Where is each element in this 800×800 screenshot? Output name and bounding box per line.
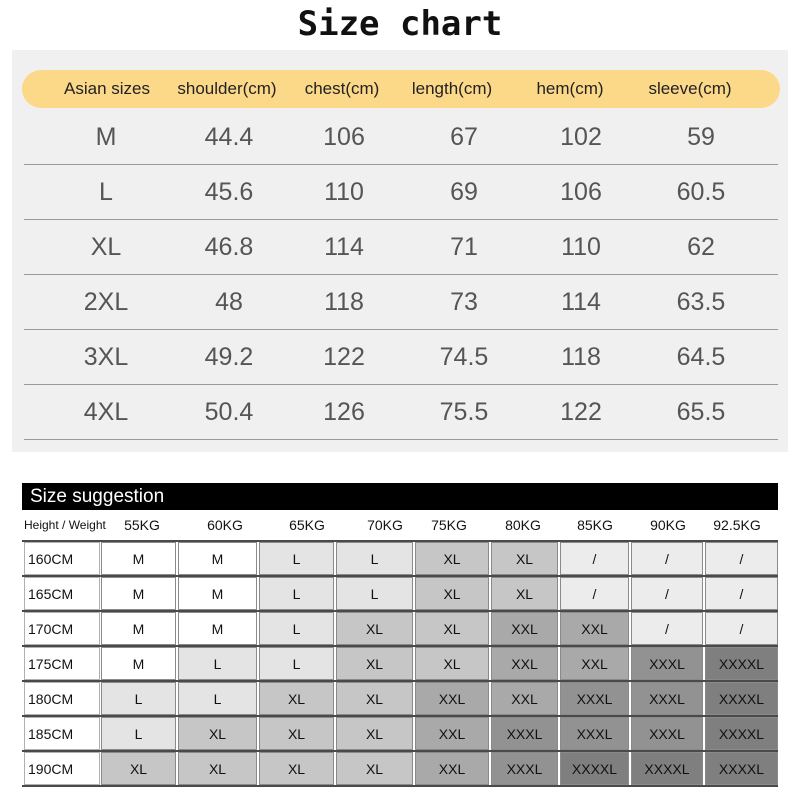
size-cell: L xyxy=(259,577,334,610)
weight-header: 92.5KG xyxy=(713,517,761,533)
weight-header: 80KG xyxy=(505,517,541,533)
table-row xyxy=(22,717,778,752)
weight-header: 85KG xyxy=(577,517,613,533)
table-row xyxy=(22,752,778,787)
size-cell: XXL xyxy=(560,612,629,645)
size-cell: / xyxy=(560,577,629,610)
weights-row xyxy=(22,512,778,538)
height-label: 165CM xyxy=(24,577,100,610)
height-weight-label: Height / Weight xyxy=(24,518,106,532)
measurement-cell: 63.5 xyxy=(676,288,726,316)
size-cell: XXXL xyxy=(560,717,629,750)
weight-header: 70KG xyxy=(367,517,403,533)
size-cell: XL xyxy=(415,542,489,575)
size-label: 4XL xyxy=(83,398,129,426)
measurement-cell: 74.5 xyxy=(439,343,489,371)
measurement-cell: 62 xyxy=(687,233,715,261)
height-label: 190CM xyxy=(24,752,100,785)
size-cell: M xyxy=(101,577,176,610)
size-cell: XL xyxy=(491,542,558,575)
size-cell: XL xyxy=(259,717,334,750)
measurement-cell: 45.6 xyxy=(204,178,254,206)
measurement-cell: 126 xyxy=(323,398,365,426)
size-cell: / xyxy=(705,612,778,645)
size-cell: XL xyxy=(336,612,413,645)
table-row xyxy=(24,275,778,330)
size-cell: L xyxy=(101,717,176,750)
measurement-cell: 110 xyxy=(561,233,601,261)
size-cell: XL xyxy=(101,752,176,785)
size-label: 2XL xyxy=(83,288,129,316)
page-title: Size chart xyxy=(297,4,503,44)
size-cell: XXXXL xyxy=(631,752,703,785)
size-cell: XXXXL xyxy=(705,717,778,750)
measurement-cell: 102 xyxy=(560,123,602,151)
table-row xyxy=(24,385,778,440)
measurement-cell: 71 xyxy=(450,233,478,261)
size-cell: XXXXL xyxy=(705,752,778,785)
measurement-cell: 48 xyxy=(215,288,243,316)
weight-header: 75KG xyxy=(431,517,467,533)
measurement-cell: 106 xyxy=(323,123,365,151)
table-row xyxy=(24,110,778,165)
size-cell: XXXXL xyxy=(705,647,778,680)
table-row xyxy=(22,647,778,682)
measurement-cell: 122 xyxy=(323,343,365,371)
measurement-cell: 106 xyxy=(560,178,602,206)
size-cell: L xyxy=(101,682,176,715)
size-cell: XL xyxy=(259,752,334,785)
table-row xyxy=(24,330,778,385)
size-cell: XL xyxy=(178,717,257,750)
size-cell: M xyxy=(178,577,257,610)
size-cell: XXXXL xyxy=(560,752,629,785)
height-label: 185CM xyxy=(24,717,100,750)
measurement-cell: 65.5 xyxy=(676,398,726,426)
table-row xyxy=(22,682,778,717)
size-cell: XXL xyxy=(491,682,558,715)
size-cell: L xyxy=(178,682,257,715)
measurement-cell: 118 xyxy=(324,288,364,316)
size-cell: XL xyxy=(178,752,257,785)
weight-header: 65KG xyxy=(289,517,325,533)
size-cell: / xyxy=(631,612,703,645)
size-cell: L xyxy=(259,647,334,680)
measurement-cell: 46.8 xyxy=(204,233,254,261)
size-cell: XXL xyxy=(415,717,489,750)
table-row xyxy=(24,165,778,220)
size-label: XL xyxy=(90,233,122,261)
size-cell: XL xyxy=(415,577,489,610)
column-header: shoulder(cm) xyxy=(177,79,277,98)
size-cell: XXXL xyxy=(491,717,558,750)
size-cell: XL xyxy=(336,752,413,785)
size-cell: L xyxy=(178,647,257,680)
measurement-cell: 44.4 xyxy=(204,123,254,151)
size-cell: XL xyxy=(259,682,334,715)
size-cell: XXXL xyxy=(631,682,703,715)
measurement-cell: 114 xyxy=(324,233,364,261)
size-cell: XXL xyxy=(560,647,629,680)
size-cell: XXL xyxy=(415,682,489,715)
column-header: chest(cm) xyxy=(304,79,380,98)
weight-header: 90KG xyxy=(650,517,686,533)
column-header: hem(cm) xyxy=(536,79,604,98)
size-chart-table xyxy=(12,50,788,452)
size-cell: M xyxy=(101,542,176,575)
size-cell: XXXXL xyxy=(705,682,778,715)
size-label: L xyxy=(99,178,113,206)
height-label: 175CM xyxy=(24,647,100,680)
size-cell: M xyxy=(101,612,176,645)
measurement-cell: 67 xyxy=(450,123,478,151)
size-chart-header xyxy=(22,70,780,108)
size-cell: XL xyxy=(415,612,489,645)
height-label: 170CM xyxy=(24,612,100,645)
size-cell: L xyxy=(259,542,334,575)
measurement-cell: 69 xyxy=(450,178,478,206)
size-cell: / xyxy=(705,542,778,575)
measurement-cell: 75.5 xyxy=(439,398,489,426)
size-suggestion-header xyxy=(22,483,778,510)
size-cell: XXXL xyxy=(491,752,558,785)
size-cell: XL xyxy=(336,682,413,715)
size-cell: XXL xyxy=(415,752,489,785)
size-cell: M xyxy=(101,647,176,680)
measurement-cell: 49.2 xyxy=(204,343,254,371)
size-cell: XXL xyxy=(491,647,558,680)
measurement-cell: 64.5 xyxy=(676,343,726,371)
size-cell: XXL xyxy=(491,612,558,645)
measurement-cell: 114 xyxy=(561,288,601,316)
table-row xyxy=(22,542,778,577)
size-cell: / xyxy=(631,577,703,610)
measurement-cell: 59 xyxy=(687,123,715,151)
size-cell: XXXL xyxy=(560,682,629,715)
size-suggestion-title: Size suggestion xyxy=(30,486,165,507)
size-cell: XL xyxy=(336,647,413,680)
size-cell: / xyxy=(560,542,629,575)
size-cell: / xyxy=(631,542,703,575)
weight-header: 60KG xyxy=(207,517,243,533)
size-cell: XXXL xyxy=(631,717,703,750)
size-cell: L xyxy=(336,542,413,575)
size-cell: M xyxy=(178,542,257,575)
size-cell: XL xyxy=(491,577,558,610)
size-label: M xyxy=(95,123,117,151)
measurement-cell: 73 xyxy=(450,288,478,316)
measurement-cell: 110 xyxy=(324,178,364,206)
column-header: length(cm) xyxy=(411,79,493,98)
table-row xyxy=(22,577,778,612)
size-suggestion-table xyxy=(22,483,778,791)
measurement-cell: 118 xyxy=(561,343,601,371)
column-header: sleeve(cm) xyxy=(648,79,732,98)
measurement-cell: 122 xyxy=(560,398,602,426)
measurement-cell: 60.5 xyxy=(676,178,726,206)
table-row xyxy=(22,612,778,647)
row-divider xyxy=(22,785,778,787)
table-row xyxy=(24,220,778,275)
height-label: 180CM xyxy=(24,682,100,715)
size-cell: M xyxy=(178,612,257,645)
measurement-cell: 50.4 xyxy=(204,398,254,426)
height-label: 160CM xyxy=(24,542,100,575)
size-label: 3XL xyxy=(83,343,129,371)
size-cell: L xyxy=(259,612,334,645)
size-cell: L xyxy=(336,577,413,610)
size-cell: XXXL xyxy=(631,647,703,680)
weight-header: 55KG xyxy=(124,517,160,533)
column-header: Asian sizes xyxy=(64,79,150,98)
size-cell: XL xyxy=(415,647,489,680)
size-cell: / xyxy=(705,577,778,610)
size-cell: XL xyxy=(336,717,413,750)
